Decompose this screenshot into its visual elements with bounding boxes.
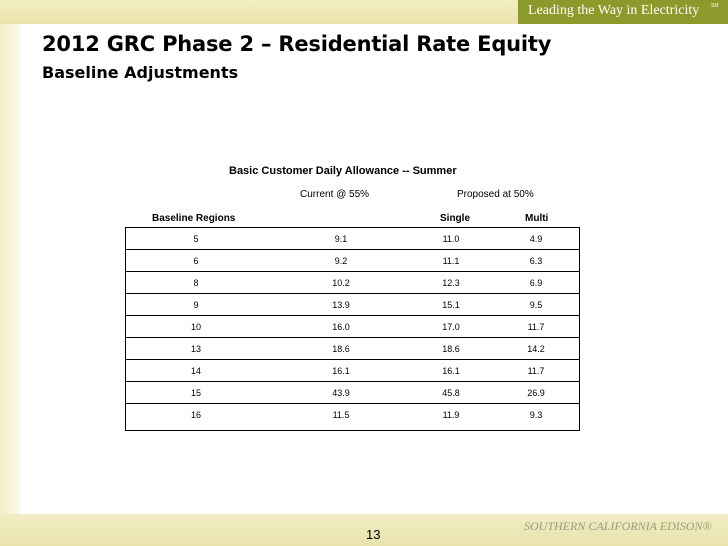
region-cell: 16 [190, 410, 201, 420]
region-cell: 14 [190, 366, 201, 376]
multi-column-header: Multi [525, 213, 549, 224]
region-cell: 6 [193, 256, 199, 266]
single-cell: 15.1 [442, 300, 460, 310]
current-cell: 16.0 [332, 322, 350, 332]
table-row [126, 404, 579, 430]
region-cell: 9 [193, 300, 199, 310]
slide-title: 2012 GRC Phase 2 – Residential Rate Equity [42, 32, 552, 56]
single-cell: 11.0 [442, 234, 460, 244]
left-margin-band [0, 24, 20, 514]
multi-cell: 6.3 [529, 256, 543, 266]
single-cell: 45.8 [442, 388, 460, 398]
page-number: 13 [366, 527, 381, 542]
single-cell: 18.6 [442, 344, 460, 354]
table-row [126, 272, 579, 294]
service-mark: SM [711, 3, 719, 9]
current-cell: 16.1 [332, 366, 350, 376]
single-cell: 12.3 [442, 278, 460, 288]
current-cell: 10.2 [332, 278, 350, 288]
brand-tagline: Leading the Way in Electricity [528, 3, 700, 18]
single-cell: 17.0 [442, 322, 460, 332]
region-cell: 15 [190, 388, 201, 398]
current-cell: 43.9 [332, 388, 350, 398]
single-column-header: Single [440, 213, 471, 224]
single-cell: 11.1 [442, 256, 460, 266]
multi-cell: 4.9 [529, 234, 543, 244]
current-cell: 9.1 [334, 234, 348, 244]
current-cell: 11.5 [332, 410, 350, 420]
multi-cell: 14.2 [527, 344, 545, 354]
region-cell: 13 [190, 344, 201, 354]
table-row [126, 338, 579, 360]
region-cell: 5 [193, 234, 199, 244]
current-group-header: Current @ 55% [300, 189, 370, 200]
region-cell: 10 [190, 322, 201, 332]
multi-cell: 9.3 [529, 410, 543, 420]
table-row [126, 250, 579, 272]
table-row [126, 228, 579, 250]
table-caption: Basic Customer Daily Allowance -- Summer [229, 165, 457, 177]
region-cell: 8 [193, 278, 199, 288]
table-row [126, 316, 579, 338]
single-cell: 16.1 [442, 366, 460, 376]
current-cell: 9.2 [334, 256, 348, 266]
table-row [126, 294, 579, 316]
multi-cell: 26.9 [527, 388, 545, 398]
current-cell: 18.6 [332, 344, 350, 354]
single-cell: 11.9 [442, 410, 460, 420]
company-name: SOUTHERN CALIFORNIA EDISON® [524, 519, 712, 533]
multi-cell: 6.9 [529, 278, 543, 288]
current-cell: 13.9 [332, 300, 350, 310]
baseline-regions-header: Baseline Regions [152, 213, 236, 224]
table-row [126, 382, 579, 404]
slide-subtitle: Baseline Adjustments [42, 63, 239, 82]
proposed-group-header: Proposed at 50% [457, 189, 534, 200]
multi-cell: 11.7 [527, 322, 545, 332]
multi-cell: 11.7 [527, 366, 545, 376]
multi-cell: 9.5 [529, 300, 543, 310]
allowance-table [125, 227, 580, 431]
table-row [126, 360, 579, 382]
